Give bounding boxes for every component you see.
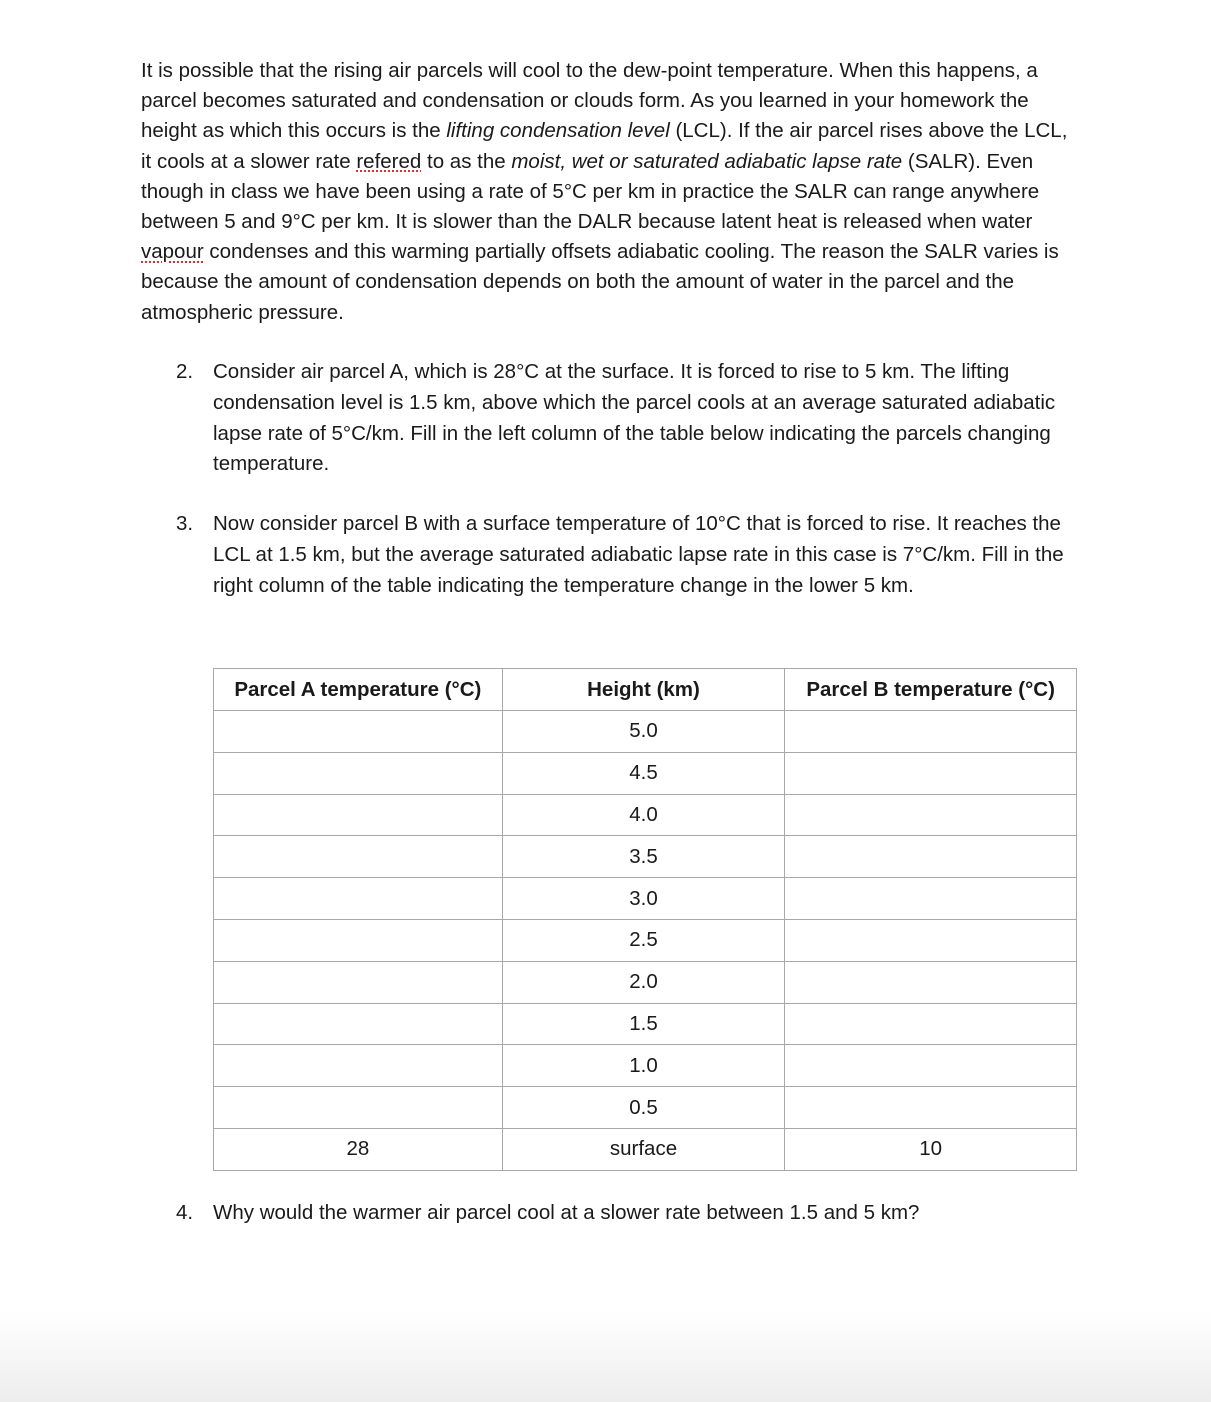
table-row [214, 1087, 1077, 1129]
height-cell: surface [502, 1128, 785, 1170]
intro-text-2: (LCL). If the air parcel rises above the LCL, it cools at a slower rate [141, 119, 1068, 173]
parcel-b-cell[interactable] [785, 836, 1077, 878]
lcl-term: lifting condensation level [446, 119, 670, 143]
table-row-surface [214, 1128, 1077, 1170]
question-text: Consider air parcel A, which is 28°C at the surface. It is forced to rise to 5 km. The lifting condensation level is 1.5 km, above which the parcel cools at an average saturated adiabatic lapse rate of 5°C/km. Fill in the left column of the table below indicating the parcels changing temperature. [213, 360, 1056, 476]
parcel-b-cell[interactable] [785, 711, 1077, 753]
table-row [214, 961, 1077, 1003]
table-row [214, 794, 1077, 836]
spelling-flag-vapour[interactable]: vapour [141, 240, 204, 264]
question-text: Why would the warmer air parcel cool at a slower rate between 1.5 and 5 km? [213, 1201, 920, 1224]
table-row [214, 1045, 1077, 1087]
intro-text-1: It is possible that the rising air parcels will cool to the dew-point temperature. When this happens, a parcel becomes saturated and condensation or clouds form. As you learned in your homework the height as which this occurs is the [141, 59, 1038, 143]
parcel-a-cell[interactable] [214, 1003, 503, 1045]
question-number: 2. [176, 360, 194, 383]
parcel-b-cell[interactable] [785, 1045, 1077, 1087]
parcel-b-cell[interactable] [785, 752, 1077, 794]
salr-term: moist, wet or saturated adiabatic lapse rate [511, 149, 903, 173]
height-cell: 1.5 [502, 1003, 785, 1045]
height-cell: 4.5 [502, 752, 785, 794]
parcel-b-cell[interactable] [785, 1087, 1077, 1129]
parcel-a-cell[interactable] [214, 836, 503, 878]
table-header-row [214, 669, 1077, 711]
question-number: 3. [176, 512, 194, 535]
table-row [214, 878, 1077, 920]
parcel-b-cell[interactable] [785, 794, 1077, 836]
parcel-b-cell[interactable] [785, 961, 1077, 1003]
parcel-a-cell[interactable] [214, 1087, 503, 1129]
parcel-b-cell[interactable]: 10 [785, 1128, 1077, 1170]
parcel-a-cell[interactable] [214, 794, 503, 836]
temperature-table [213, 668, 1077, 1171]
question-2 [176, 357, 1076, 480]
parcel-b-cell[interactable] [785, 1003, 1077, 1045]
intro-paragraph [141, 56, 1081, 328]
header-parcel-a: Parcel A temperature (°C) [214, 669, 503, 711]
table-row [214, 919, 1077, 961]
question-number: 4. [176, 1201, 194, 1224]
parcel-a-cell[interactable]: 28 [214, 1128, 503, 1170]
question-text: Now consider parcel B with a surface temperature of 10°C that is forced to rise. It reaches the LCL at 1.5 km, but the average saturated adiabatic lapse rate in this case is 7°C/km. Fill in the right column of the table indicating the temperature change in the lower 5 km. [213, 512, 1064, 597]
parcel-b-cell[interactable] [785, 919, 1077, 961]
height-cell: 2.0 [502, 961, 785, 1003]
intro-text-5: condenses and this warming partially offsets adiabatic cooling. The reason the SALR varies is because the amount of condensation depends on both the amount of water in the parcel and the atmospheric pressure. [141, 240, 1059, 324]
header-parcel-b: Parcel B temperature (°C) [785, 669, 1077, 711]
parcel-a-cell[interactable] [214, 752, 503, 794]
intro-text-3: to as the [421, 149, 512, 173]
question-4 [176, 1198, 1076, 1229]
height-cell: 2.5 [502, 919, 785, 961]
spelling-flag-refered[interactable]: refered [356, 149, 422, 173]
header-height: Height (km) [502, 669, 785, 711]
parcel-a-cell[interactable] [214, 961, 503, 1003]
height-cell: 0.5 [502, 1087, 785, 1129]
table-row [214, 836, 1077, 878]
table-row [214, 1003, 1077, 1045]
height-cell: 3.5 [502, 836, 785, 878]
question-3 [176, 509, 1076, 601]
parcel-a-cell[interactable] [214, 711, 503, 753]
page-bottom-shadow [0, 1312, 1211, 1402]
height-cell: 4.0 [502, 794, 785, 836]
table-row [214, 711, 1077, 753]
height-cell: 3.0 [502, 878, 785, 920]
height-cell: 5.0 [502, 711, 785, 753]
height-cell: 1.0 [502, 1045, 785, 1087]
parcel-a-cell[interactable] [214, 919, 503, 961]
table-row [214, 752, 1077, 794]
parcel-b-cell[interactable] [785, 878, 1077, 920]
intro-text-4: (SALR). Even though in class we have been using a rate of 5°C per km in practice the SALR can range anywhere between 5 and 9°C per km. It is slower than the DALR because latent heat is released when water [141, 149, 1040, 234]
parcel-a-cell[interactable] [214, 1045, 503, 1087]
parcel-a-cell[interactable] [214, 878, 503, 920]
